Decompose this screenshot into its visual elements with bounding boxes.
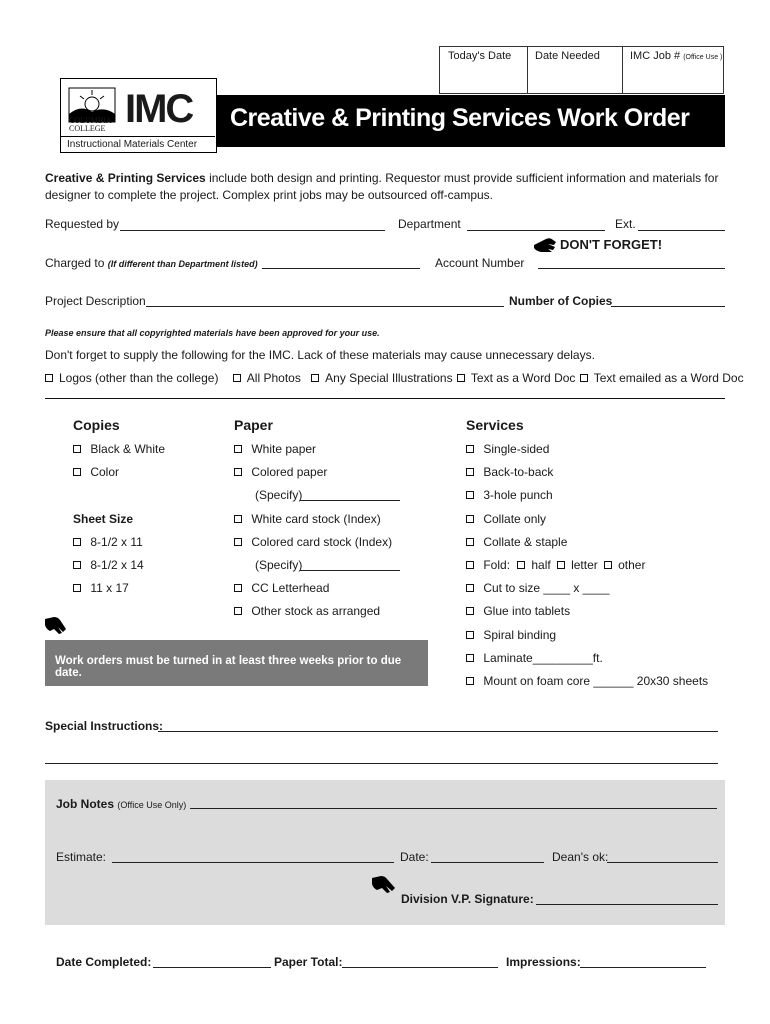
date-label: Date: bbox=[400, 850, 429, 864]
supply-item-illustrations[interactable]: Any Special Illustrations bbox=[311, 371, 452, 385]
paper-option-colored[interactable]: Colored paper bbox=[234, 465, 327, 479]
paper-option-colored-card[interactable]: Colored card stock (Index) bbox=[234, 535, 392, 549]
supply-item-logos[interactable]: Logos (other than the college) bbox=[45, 371, 218, 385]
intro-paragraph: Creative & Printing Services include both design and printing. Requestor must provide sufficient information and materials for designer to complete the project. Complex print jobs may be outsourced off-campus. bbox=[45, 171, 719, 202]
special-instructions-label: Special Instructions: bbox=[45, 719, 164, 733]
service-cut-to-size[interactable]: Cut to size ____ x ____ bbox=[466, 581, 609, 595]
copies-option-color[interactable]: Color bbox=[73, 465, 119, 479]
imc-logotype: IMC bbox=[125, 87, 193, 131]
supply-checklist bbox=[45, 371, 744, 385]
pointing-hand-icon-signature bbox=[371, 874, 397, 894]
job-notes-field[interactable] bbox=[190, 808, 717, 809]
imc-job-label: IMC Job # bbox=[630, 50, 681, 62]
charged-to-label: Charged to (If different than Department listed) bbox=[45, 256, 258, 270]
special-instructions-field-1[interactable] bbox=[158, 731, 718, 732]
sheet-size-tabloid[interactable]: 11 x 17 bbox=[73, 581, 129, 595]
date-needed-label: Date Needed bbox=[535, 50, 600, 62]
account-number-label: Account Number bbox=[435, 256, 525, 270]
paper-card-specify-field[interactable] bbox=[300, 570, 400, 571]
project-description-field[interactable] bbox=[146, 306, 504, 307]
paper-colored-specify-field[interactable] bbox=[300, 500, 400, 501]
service-single-sided[interactable]: Single-sided bbox=[466, 442, 549, 456]
paper-option-white[interactable]: White paper bbox=[234, 442, 316, 456]
ext-field[interactable] bbox=[638, 230, 725, 231]
deadline-note: Work orders must be turned in at least three weeks prior to due date. bbox=[45, 640, 428, 686]
todays-date-label: Today's Date bbox=[448, 50, 512, 62]
sheet-size-heading: Sheet Size bbox=[73, 512, 134, 526]
supply-note: Don't forget to supply the following for the IMC. Lack of these materials may cause unnecessary delays. bbox=[45, 348, 595, 362]
fold-half[interactable]: half bbox=[517, 558, 550, 572]
section-divider bbox=[45, 398, 725, 399]
job-notes-label: Job Notes (Office Use Only) bbox=[56, 797, 187, 811]
deans-ok-field[interactable] bbox=[607, 862, 718, 863]
date-completed-field[interactable] bbox=[153, 967, 271, 968]
department-label: Department bbox=[398, 217, 461, 231]
center-name: Instructional Materials Center bbox=[67, 139, 198, 150]
service-collate-staple[interactable]: Collate & staple bbox=[466, 535, 567, 549]
date-needed-cell[interactable] bbox=[527, 46, 623, 94]
paper-colored-specify: (Specify) bbox=[255, 488, 303, 502]
service-laminate[interactable]: Laminate_________ft. bbox=[466, 651, 603, 665]
requested-by-label: Requested by bbox=[45, 217, 120, 231]
date-completed-label: Date Completed: bbox=[56, 955, 152, 969]
impressions-field[interactable] bbox=[580, 967, 706, 968]
paper-option-letterhead[interactable]: CC Letterhead bbox=[234, 581, 329, 595]
vp-signature-field[interactable] bbox=[536, 904, 718, 905]
paper-card-specify: (Specify) bbox=[255, 558, 303, 572]
department-field[interactable] bbox=[467, 230, 605, 231]
pointing-hand-icon-deadline bbox=[44, 615, 68, 635]
number-of-copies-field[interactable] bbox=[611, 306, 725, 307]
sheet-size-letter[interactable]: 8-1/2 x 11 bbox=[73, 535, 143, 549]
paper-option-white-card[interactable]: White card stock (Index) bbox=[234, 512, 381, 526]
deans-ok-label: Dean's ok: bbox=[552, 850, 609, 864]
paper-total-label: Paper Total: bbox=[274, 955, 343, 969]
fold-other[interactable]: other bbox=[604, 558, 645, 572]
supply-item-word-doc[interactable]: Text as a Word Doc bbox=[457, 371, 575, 385]
date-field[interactable] bbox=[431, 862, 544, 863]
todays-date-cell[interactable] bbox=[439, 46, 528, 94]
estimate-label: Estimate: bbox=[56, 850, 107, 864]
imc-logo bbox=[60, 78, 217, 153]
service-collate-only[interactable]: Collate only bbox=[466, 512, 546, 526]
supply-item-emailed-doc[interactable]: Text emailed as a Word Doc bbox=[580, 371, 744, 385]
requested-by-field[interactable] bbox=[120, 230, 385, 231]
office-use-label: (Office Use ) bbox=[683, 54, 723, 61]
copies-heading: Copies bbox=[73, 417, 120, 433]
impressions-label: Impressions: bbox=[506, 955, 581, 969]
pointing-hand-icon bbox=[533, 236, 557, 254]
service-spiral-binding[interactable]: Spiral binding bbox=[466, 628, 556, 642]
page-title: Creative & Printing Services Work Order bbox=[230, 104, 690, 132]
college-name: COLUMBIA COLLEGE bbox=[69, 116, 112, 133]
estimate-field[interactable] bbox=[112, 862, 394, 863]
imc-job-cell[interactable] bbox=[622, 46, 724, 94]
sheet-size-legal[interactable]: 8-1/2 x 14 bbox=[73, 558, 144, 572]
number-of-copies-label: Number of Copies bbox=[509, 294, 613, 308]
project-description-label: Project Description bbox=[45, 294, 146, 308]
service-glue-tablets[interactable]: Glue into tablets bbox=[466, 604, 570, 618]
fold-letter[interactable]: letter bbox=[557, 558, 598, 572]
special-instructions-field-2[interactable] bbox=[45, 763, 718, 764]
service-fold[interactable]: Fold: half letter other bbox=[466, 558, 645, 572]
dont-forget-label: DON'T FORGET! bbox=[560, 237, 663, 252]
ext-label: Ext. bbox=[615, 217, 636, 231]
copies-option-bw[interactable]: Black & White bbox=[73, 442, 165, 456]
service-back-to-back[interactable]: Back-to-back bbox=[466, 465, 553, 479]
services-heading: Services bbox=[466, 417, 524, 433]
service-mount-foam[interactable]: Mount on foam core ______ 20x30 sheets bbox=[466, 674, 708, 688]
copyright-note: Please ensure that all copyrighted materials have been approved for your use. bbox=[45, 328, 380, 338]
vp-signature-label: Division V.P. Signature: bbox=[401, 892, 534, 906]
service-hole-punch[interactable]: 3-hole punch bbox=[466, 488, 553, 502]
paper-heading: Paper bbox=[234, 417, 273, 433]
paper-total-field[interactable] bbox=[342, 967, 498, 968]
account-number-field[interactable] bbox=[538, 268, 725, 269]
supply-item-photos[interactable]: All Photos bbox=[233, 371, 301, 385]
paper-option-other[interactable]: Other stock as arranged bbox=[234, 604, 380, 618]
charged-to-field[interactable] bbox=[262, 268, 420, 269]
